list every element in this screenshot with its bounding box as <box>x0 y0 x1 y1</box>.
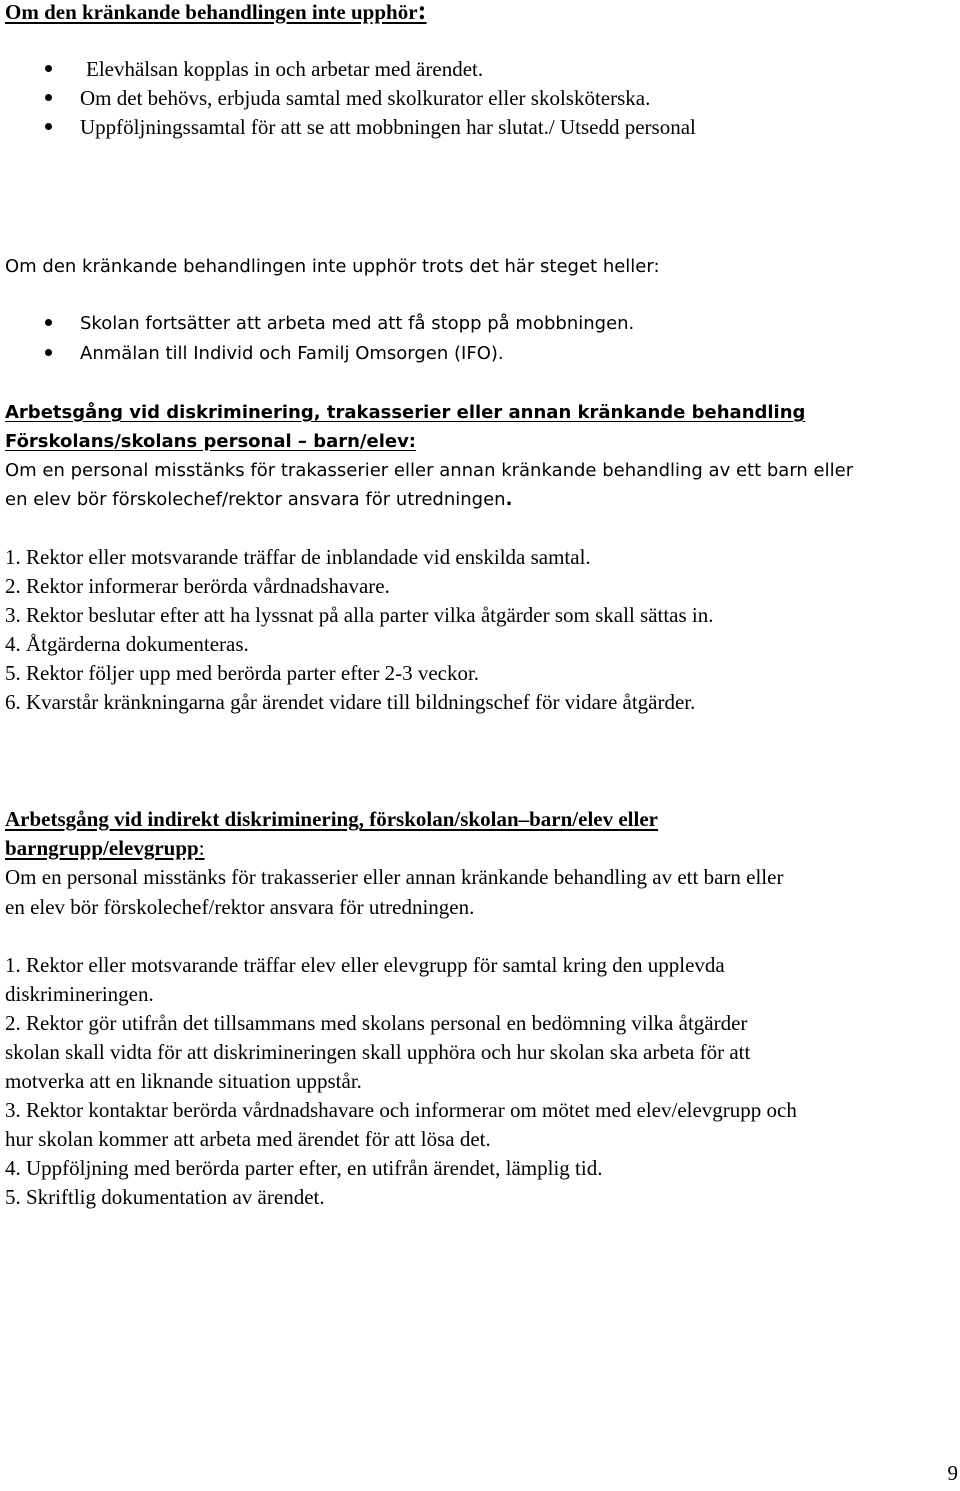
section-subheading: Förskolans/skolans personal – barn/elev: <box>5 431 417 452</box>
paragraph-line: Om en personal misstänks för trakasserier eller annan kränkande behandling av ett barn eller <box>5 865 784 889</box>
bullet-item: Om det behövs, erbjuda samtal med skolkurator eller skolsköterska. <box>80 86 651 110</box>
bullet-icon <box>45 94 52 101</box>
numbered-step: 2. Rektor informerar berörda vårdnadshavare. <box>5 574 390 598</box>
section-heading: Om den kränkande behandlingen inte upphör trots det här steget heller: <box>5 256 660 277</box>
bullet-icon <box>45 349 52 356</box>
bullet-item: Anmälan till Individ och Familj Omsorgen (IFO). <box>80 343 504 364</box>
bullet-item: Skolan fortsätter att arbeta med att få stopp på mobbningen. <box>80 313 635 334</box>
step-line: skolan skall vidta för att diskrimineringen skall upphöra och hur skolan ska arbeta för att <box>5 1040 751 1064</box>
numbered-step: 1. Rektor eller motsvarande träffar de inblandade vid enskilda samtal. <box>5 545 591 569</box>
bullet-item: Elevhälsan kopplas in och arbetar med ärendet. <box>86 57 484 81</box>
step-line: diskrimineringen. <box>5 982 154 1006</box>
bullet-item: Uppföljningssamtal för att se att mobbningen har slutat./ Utsedd personal <box>80 115 696 139</box>
paragraph-line: en elev bör förskolechef/rektor ansvara för utredningen. <box>5 489 513 510</box>
section-heading: Om den kränkande behandlingen inte upphör: <box>5 0 427 25</box>
step-line: motverka att en liknande situation uppstår. <box>5 1069 362 1093</box>
step-line: hur skolan kommer att arbeta med ärendet för att lösa det. <box>5 1127 491 1151</box>
bullet-icon <box>45 123 52 130</box>
page-number: 9 <box>947 1461 958 1485</box>
paragraph-line: en elev bör förskolechef/rektor ansvara för utredningen. <box>5 895 475 919</box>
paragraph-line: Om en personal misstänks för trakasserier eller annan kränkande behandling av ett barn eller <box>5 460 854 481</box>
numbered-step: 3. Rektor beslutar efter att ha lyssnat på alla parter vilka åtgärder som skall sättas in. <box>5 603 714 627</box>
numbered-step: 5. Rektor följer upp med berörda parter efter 2-3 veckor. <box>5 661 480 685</box>
step-line: 2. Rektor gör utifrån det tillsammans med skolans personal en bedömning vilka åtgärder <box>5 1011 748 1035</box>
section-heading: Arbetsgång vid diskriminering, trakasserier eller annan kränkande behandling <box>5 402 806 423</box>
section-heading: Arbetsgång vid indirekt diskriminering, förskolan/skolan–barn/elev eller <box>5 807 658 831</box>
numbered-step: 6. Kvarstår kränkningarna går ärendet vidare till bildningschef för vidare åtgärder. <box>5 690 696 714</box>
bullet-icon <box>45 319 52 326</box>
step-line: 4. Uppföljning med berörda parter efter, en utifrån ärendet, lämplig tid. <box>5 1156 603 1180</box>
bullet-icon <box>45 65 52 72</box>
section-heading-continued: barngrupp/elevgrupp: <box>5 836 205 860</box>
step-line: 3. Rektor kontaktar berörda vårdnadshavare och informerar om mötet med elev/elevgrupp och <box>5 1098 797 1122</box>
step-line: 1. Rektor eller motsvarande träffar elev eller elevgrupp för samtal kring den upplevda <box>5 953 725 977</box>
numbered-step: 4. Åtgärderna dokumenteras. <box>5 632 249 656</box>
step-line: 5. Skriftlig dokumentation av ärendet. <box>5 1185 325 1209</box>
